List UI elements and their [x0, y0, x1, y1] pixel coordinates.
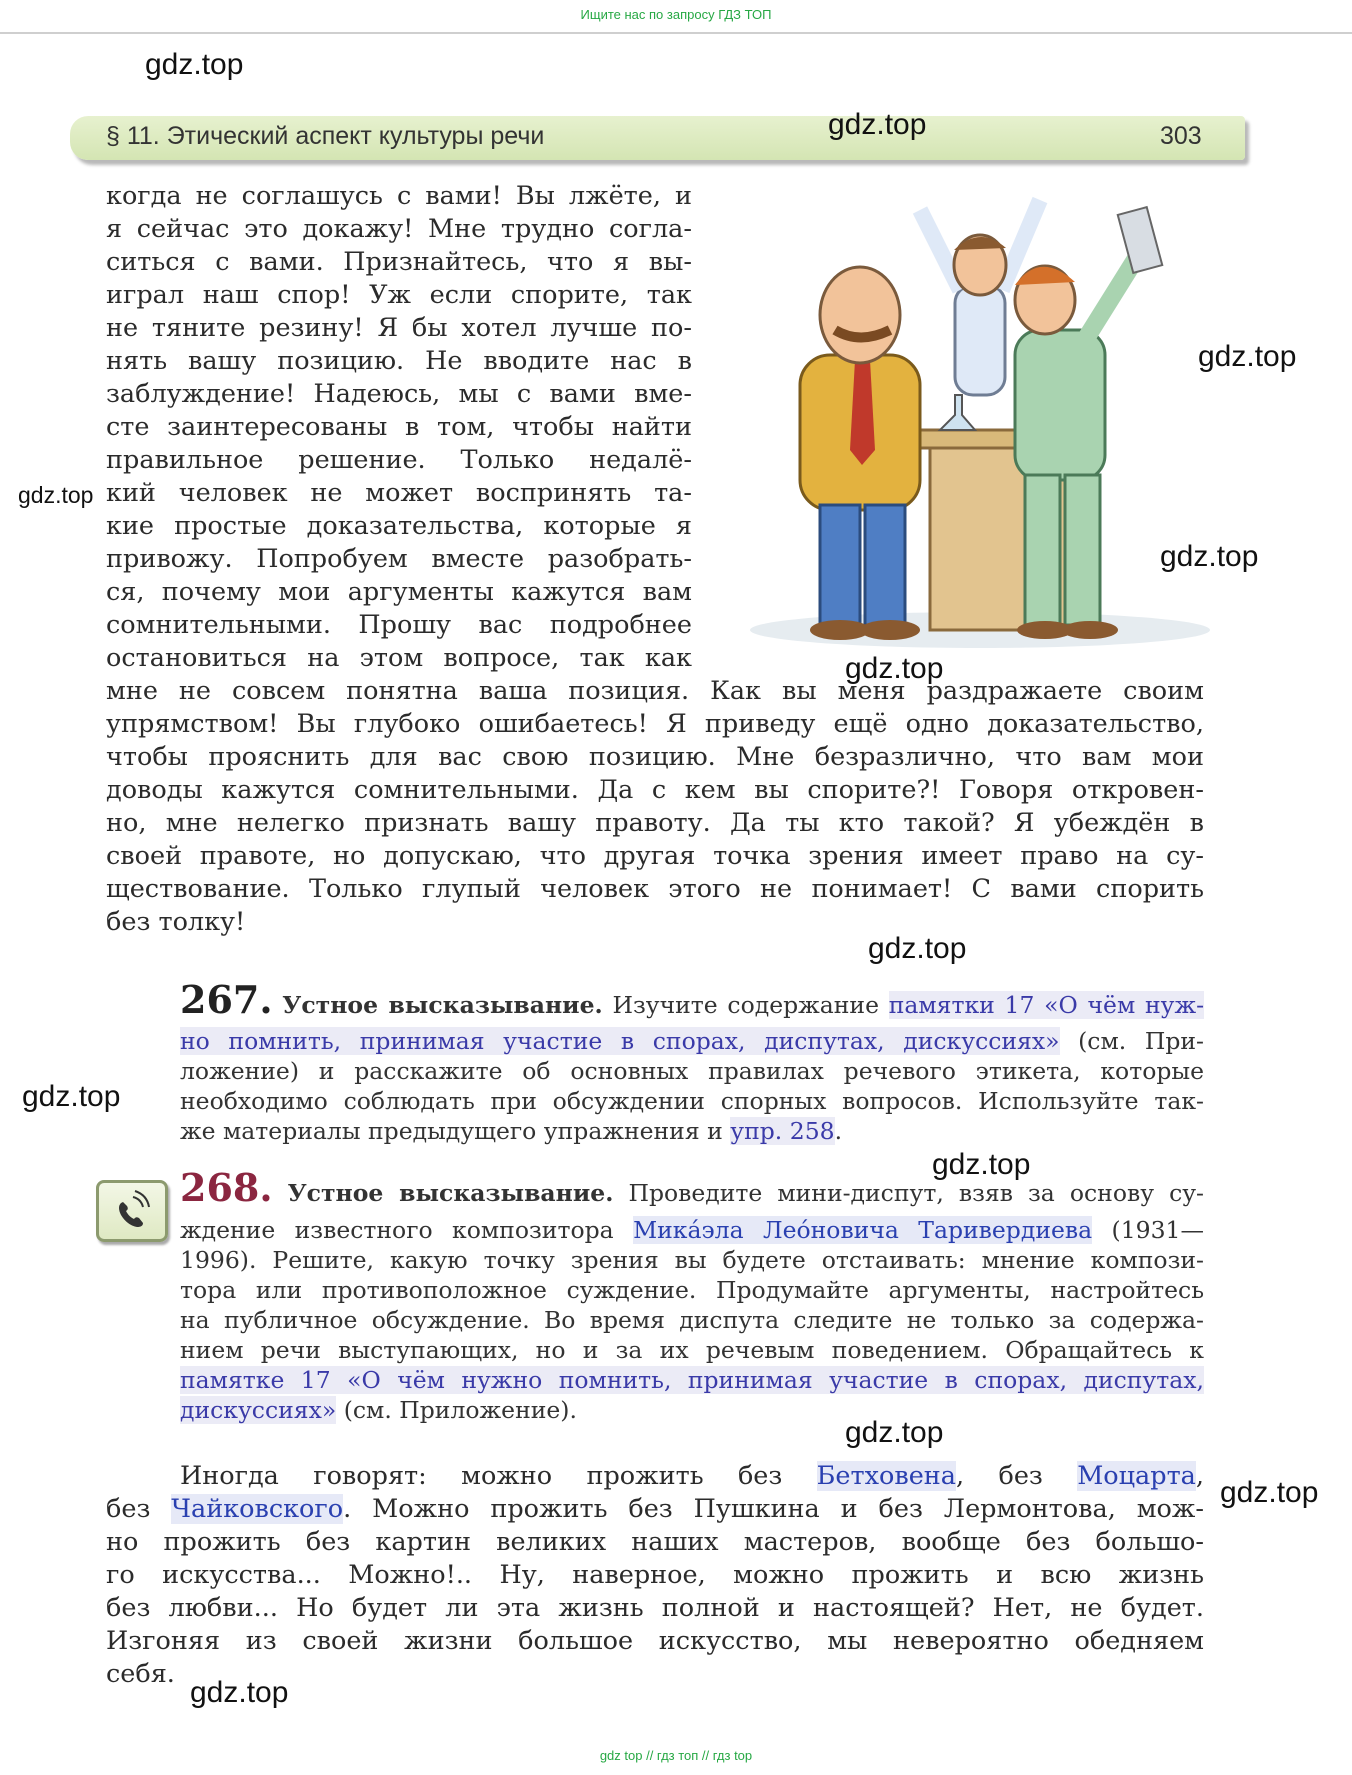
oral-exercise-phone-icon [96, 1180, 168, 1242]
text-line: кий человек не может воспринять та- [106, 478, 692, 508]
exercise-text: Проведите мини-диспут, взяв за основу су- [613, 1179, 1204, 1207]
text-line: но, мне нелегко признать вашу правоту. Да ты кто такой? Я убеждён в [106, 808, 1204, 838]
text-line: сте заинтересованы в том, чтобы найти [106, 412, 692, 442]
quote-line [106, 1493, 1204, 1526]
tchaikovsky-link[interactable]: Чайковского [171, 1494, 344, 1524]
text-line: не тяните резину! Я бы хотел лучше по- [106, 313, 692, 343]
watermark: gdz.top [1198, 340, 1297, 373]
page-number: 303 [1160, 122, 1202, 150]
watermark: gdz.top [845, 1416, 944, 1449]
text-line: кие простые доказательства, которые я [106, 511, 692, 541]
exercise-text: . [834, 1117, 843, 1145]
quote-text: без [106, 1494, 172, 1524]
text-line: сомнительными. Прошу вас подробнее [106, 610, 692, 640]
watermark: gdz.top [145, 48, 244, 81]
exercise-label: Устное высказывание. [282, 991, 603, 1019]
memo-link[interactable]: памятки 17 «О чём нуж- [888, 991, 1205, 1019]
text-line: ществование. Только глупый человек этого не понимает! С вами спорить [106, 874, 1204, 904]
memo-link[interactable]: памятке 17 «О чём нужно помнить, принимая участие в спорах, диспутах, [180, 1366, 1204, 1394]
composer-link[interactable]: Мика́эла Лео́новича Таривердиева [633, 1216, 1093, 1244]
quote-line: без любви... Но будет ли эта жизнь полной и настоящей? Нет, не будет. [106, 1593, 1204, 1623]
text-line: без толку! [106, 907, 246, 937]
exercise-267-line [180, 977, 1205, 1022]
text-line: мне не совсем понятна ваша позиция. Как вы меня раздражаете своим [106, 676, 1204, 706]
quote-text: Иногда говорят: можно прожить без [180, 1461, 817, 1491]
exercise-268-line [180, 1365, 1204, 1396]
watermark: gdz.top [828, 108, 927, 141]
exercise-268-line: 1996). Решите, какую точку зрения вы будете отстаивать: мнение компози- [180, 1246, 1204, 1274]
quote-line [180, 1460, 1204, 1493]
text-line: правильное решение. Только недалё- [106, 445, 692, 475]
text-line: нять вашу позицию. Не вводите нас в [106, 346, 692, 376]
text-line: чтобы прояснить для вас свою позицию. Мне безразлично, что вам мои [106, 742, 1204, 772]
quote-line: го искусства... Можно!.. Ну, наверное, можно прожить и всю жизнь [106, 1560, 1204, 1590]
argument-illustration [740, 190, 1210, 650]
exercise-268-line: на публичное обсуждение. Во время диспута следите не только за содержа- [180, 1306, 1204, 1334]
exercise-267-line: необходимо соблюдать при обсуждении спорных вопросов. Используйте так- [180, 1087, 1204, 1115]
quote-line: но прожить без картин великих наших мастеров, вообще без большо- [106, 1527, 1204, 1557]
text-line: остановиться на этом вопросе, так как [106, 643, 692, 673]
quote-text: . Можно прожить без Пушкина и без Лермонтова, мож- [343, 1494, 1204, 1524]
text-line: я сейчас это докажу! Мне трудно согла- [106, 214, 692, 244]
exercise-number: 268. [180, 1165, 273, 1210]
text-line: заблуждение! Надеюсь, мы с вами вме- [106, 379, 692, 409]
footer-banner: gdz top // гдз топ // гдз top [599, 1748, 753, 1763]
top-banner: Ищите нас по запросу ГДЗ ТОП [0, 0, 1352, 34]
text-line: доводы кажутся сомнительными. Да с кем вы спорите?! Говоря откровен- [106, 775, 1204, 805]
watermark: gdz.top [868, 932, 967, 965]
exercise-text: (см. При- [1059, 1027, 1204, 1055]
text-line: привожу. Попробуем вместе разобрать- [106, 544, 692, 574]
exercise-267-line [180, 1026, 1204, 1057]
watermark: gdz.top [932, 1148, 1031, 1181]
exercise-268-line [180, 1165, 1204, 1210]
exercise-text: же материалы предыдущего упражнения и [180, 1117, 731, 1145]
exercise-text: (1931— [1092, 1216, 1205, 1244]
quote-line: себя. [106, 1659, 175, 1689]
text-line: ситься с вами. Признайтесь, что я вы- [106, 247, 692, 277]
watermark: gdz.top [1220, 1476, 1319, 1509]
text-line: когда не соглашусь с вами! Вы лжёте, и [106, 181, 692, 211]
beethoven-link[interactable]: Бетховена [816, 1461, 956, 1491]
exercise-258-link[interactable]: упр. 258 [730, 1117, 835, 1145]
mozart-link[interactable]: Моцарта [1077, 1461, 1196, 1491]
exercise-268-line: нием речи выступающих, но и за их речевым поведением. Обращайтесь к [180, 1336, 1204, 1364]
quote-line: Изгоняя из своей жизни большое искусство, мы невероятно обедняем [106, 1626, 1204, 1656]
text-line: ся, почему мои аргументы кажутся вам [106, 577, 692, 607]
watermark: gdz.top [18, 482, 94, 508]
watermark: gdz.top [190, 1676, 289, 1709]
memo-link[interactable]: но помнить, принимая участие в спорах, диспутах, дискуссиях» [180, 1027, 1060, 1055]
exercise-text: Изучите содержание [602, 991, 889, 1019]
exercise-text: ждение известного композитора [180, 1216, 634, 1244]
quote-text: , без [956, 1461, 1078, 1491]
exercise-label: Устное высказывание. [287, 1179, 614, 1207]
exercise-267-line: ложение) и расскажите об основных правилах речевого этикета, которые [180, 1057, 1204, 1085]
quote-text: , [1195, 1461, 1204, 1491]
exercise-268-line: тора или противоположное суждение. Продумайте аргументы, настройтесь [180, 1276, 1204, 1304]
exercise-268-line [180, 1215, 1204, 1246]
text-line: упрямством! Вы глубоко ошибаетесь! Я приведу ещё одно доказательство, [106, 709, 1204, 739]
exercise-number: 267. [180, 977, 273, 1022]
watermark: gdz.top [22, 1080, 121, 1113]
text-line: своей правоте, но допускаю, что другая точка зрения имеет право на су- [106, 841, 1204, 871]
exercise-268-line [180, 1395, 1204, 1426]
exercise-text: (см. Приложение). [336, 1396, 577, 1424]
memo-link[interactable]: дискуссиях» [180, 1396, 337, 1424]
section-title: § 11. Этический аспект культуры речи [106, 122, 545, 150]
watermark: gdz.top [845, 652, 944, 685]
text-line: играл наш спор! Уж если спорите, так [106, 280, 692, 310]
watermark: gdz.top [1160, 540, 1259, 573]
exercise-267-line [180, 1116, 1204, 1147]
